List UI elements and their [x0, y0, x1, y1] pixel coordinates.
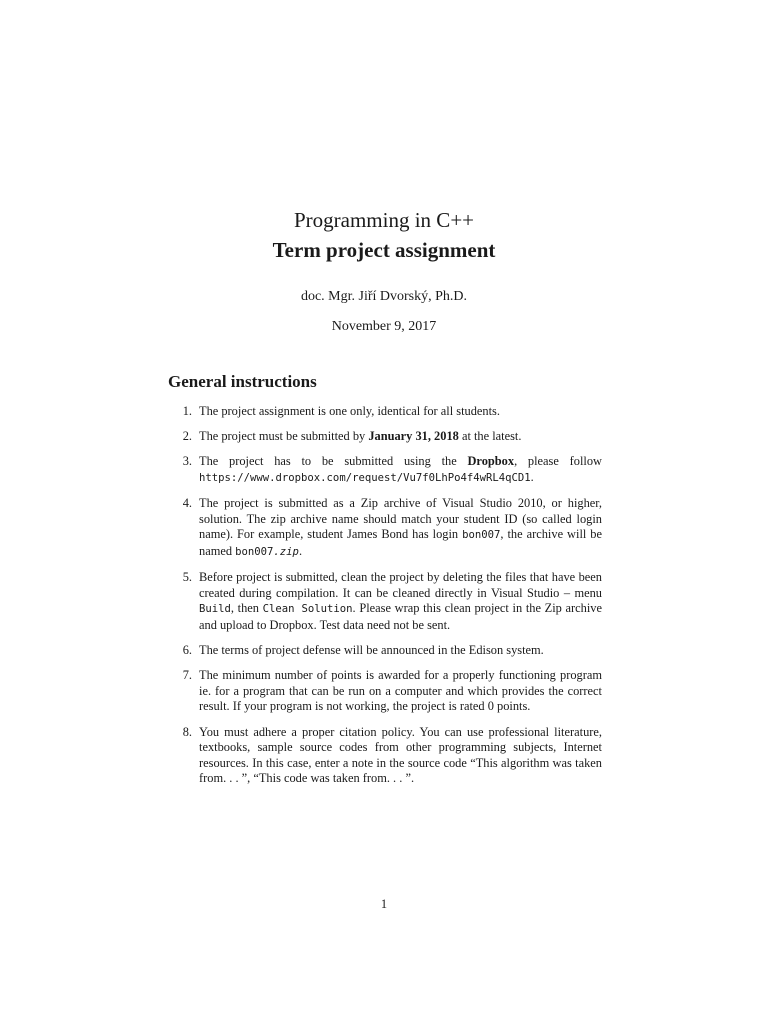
item-text: at the latest.: [458, 429, 522, 444]
item-text: The terms of project defense will be announced in the Edison system.: [199, 643, 544, 658]
section-heading: General instructions: [168, 372, 317, 391]
list-item: [174, 404, 602, 420]
build-menu-code: Build: [199, 603, 231, 616]
item-number: 2.: [182, 429, 192, 444]
item-number: 4.: [182, 496, 192, 511]
dropbox-label: Dropbox: [467, 454, 515, 469]
item-text: The project must be submitted by: [199, 429, 369, 444]
list-item: [174, 643, 602, 659]
item-text: The minimum number of points is awarded for a properly functioning program ie. for a program that can be run on a computer and which provides the correct result. If your program is not working, the project is rated 0 points.: [199, 668, 602, 714]
clean-solution-code: Clean Solution: [262, 603, 353, 616]
archive-name-code: bon007: [235, 545, 274, 558]
list-item: [174, 725, 602, 787]
item-text: . Please wrap this clean project in the Zip archive and upload to Dropbox. Test data need not be sent.: [199, 601, 602, 632]
item-number: 8.: [182, 724, 192, 739]
item-text: .: [530, 469, 534, 484]
author-line: doc. Mgr. Jiří Dvorský, Ph.D.: [300, 289, 468, 304]
item-text: Before project is submitted, clean the project by deleting the files that have been created during compilation. It can be cleaned directly in Visual Studio – menu: [199, 570, 602, 600]
archive-extension-code: .zip: [273, 545, 299, 558]
document-subtitle: Term project assignment: [272, 238, 496, 262]
item-number: 5.: [182, 570, 192, 585]
list-item: [174, 668, 602, 715]
item-text: , the archive will be named: [199, 527, 603, 558]
item-text: The project has to be submitted using the: [199, 454, 468, 469]
item-number: 7.: [182, 668, 192, 683]
item-text: , please follow: [514, 454, 602, 469]
document-date: November 9, 2017: [331, 319, 437, 334]
instructions-list: [174, 404, 602, 797]
list-item: [174, 454, 602, 486]
deadline-date: January 31, 2018: [368, 429, 459, 444]
item-text: You must adhere a proper citation policy. You can use professional literature, textbooks, sample source codes from other programming subjects, Internet resources. In this case, enter a note in the source code “This algorithm was taken from. . . ”, “This code was taken from. . . ”.: [199, 724, 602, 786]
login-code: bon007: [462, 529, 501, 542]
item-text: The project assignment is one only, identical for all students.: [199, 404, 500, 418]
item-text: , then: [230, 601, 263, 616]
item-text: The project is submitted as a Zip archive of Visual Studio 2010, or higher, solution. The zip archive name should match your student ID (so called login name). For example, student James Bond has login: [199, 496, 602, 542]
item-text: .: [298, 543, 303, 558]
dropbox-link[interactable]: https://www.dropbox.com/request/Vu7f0LhPo4f4wRL4qCD1: [199, 471, 531, 484]
page-number: 1: [380, 897, 388, 911]
item-number: 6.: [182, 643, 192, 658]
item-number: 1.: [182, 404, 192, 418]
list-item: [174, 429, 602, 445]
item-number: 3.: [182, 454, 192, 469]
list-item: [174, 496, 602, 560]
list-item: [174, 570, 602, 633]
document-title: Programming in C++: [293, 208, 475, 232]
